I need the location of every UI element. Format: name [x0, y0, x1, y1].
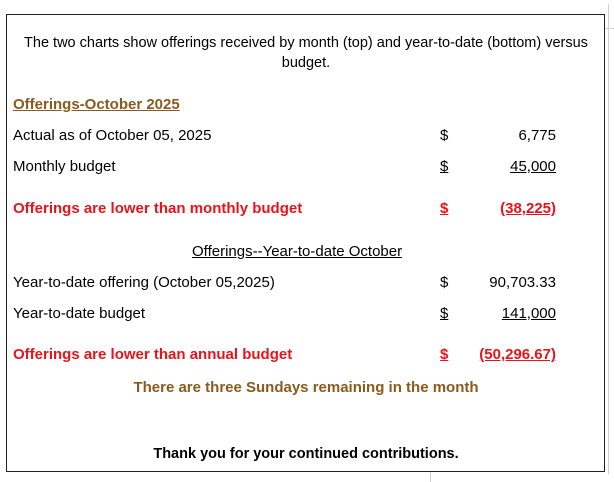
monthly-status-value: (38,225): [500, 200, 556, 217]
ytd-budget-currency: $: [440, 305, 449, 322]
ytd-status-currency: $: [440, 346, 449, 363]
ytd-heading: Offerings--Year-to-date October: [192, 243, 403, 260]
thank-you-note: Thank you for your continued contributions.: [153, 446, 459, 462]
monthly-actual-currency: $: [440, 127, 449, 144]
monthly-heading: Offerings-October 2025: [13, 96, 180, 113]
ytd-budget-label: Year-to-date budget: [13, 305, 146, 322]
ytd-offering-value: 90,703.33: [489, 274, 556, 291]
monthly-actual-label: Actual as of October 05, 2025: [13, 127, 212, 144]
monthly-status-currency: $: [440, 200, 449, 217]
sheet-gridline: [608, 4, 609, 474]
monthly-status-label: Offerings are lower than monthly budget: [13, 200, 303, 217]
ytd-status-value: (50,296.67): [479, 346, 556, 363]
ytd-status-label: Offerings are lower than annual budget: [13, 346, 293, 363]
monthly-budget-label: Monthly budget: [13, 158, 116, 175]
monthly-budget-currency: $: [440, 158, 449, 175]
ytd-offering-currency: $: [440, 274, 449, 291]
monthly-actual-value: 6,775: [518, 127, 556, 144]
sheet-gridline: [430, 472, 431, 482]
intro-text: The two charts show offerings received by month (top) and year-to-date (bottom) versus budget.: [24, 35, 588, 71]
ytd-budget-value: 141,000: [501, 305, 556, 322]
monthly-budget-value: 45,000: [510, 158, 556, 175]
ytd-offering-label: Year-to-date offering (October 05,2025): [13, 274, 275, 291]
sundays-remaining-note: There are three Sundays remaining in the month: [133, 379, 479, 396]
sheet-gridline: [605, 28, 614, 29]
